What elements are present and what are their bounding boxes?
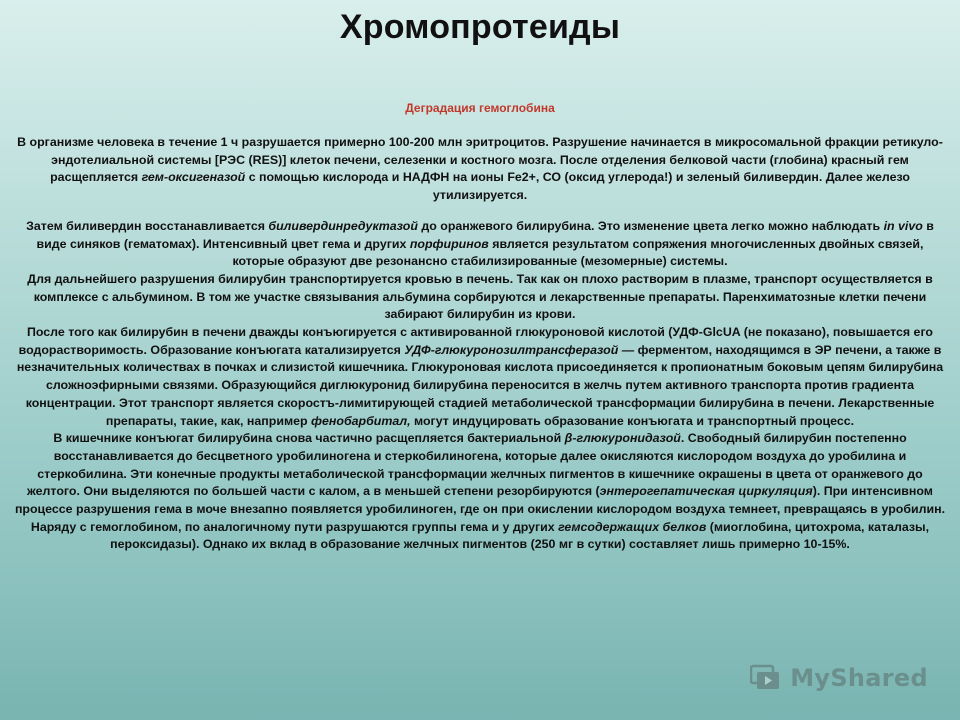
body-paragraph: [14, 430, 946, 519]
italic-term: in vivo: [883, 218, 923, 233]
body-paragraph: [14, 134, 946, 205]
paragraph-text: Наряду с гемоглобином, по аналогичному пути разрушаются группы гема и у других: [30, 519, 559, 534]
paragraph-text: является результатом сопряжения многочисленных двойных связей, которые образуют две резонансно стабилизированные (мезомерные) системы.: [232, 236, 924, 269]
body-text: [14, 134, 946, 554]
paragraph-text: В кишечнике конъюгат билирубина снова частично расщепляется бактериальной: [53, 431, 565, 446]
watermark: [750, 664, 928, 692]
italic-term: гемсодержащих белков: [558, 519, 707, 534]
body-paragraph: [14, 519, 946, 554]
paragraph-text: В организме человека в течение 1 ч разрушается примерно 100-200 млн эритроцитов. Разрушение начинается в микросомальной фракции ретикуло-эндотелиальной системы [РЭС (RES)] клеток печени, селезенки и костного мозга. После отделения белковой части (глобина) красный гем расщепляется: [17, 135, 943, 185]
paragraph-text: в виде синяков (гематомах). Интенсивный цвет гема и других: [36, 218, 934, 251]
body-paragraph: [14, 218, 946, 271]
paragraph-text: Затем биливердин восстанавливается: [26, 218, 269, 233]
italic-term: порфиринов: [409, 236, 489, 251]
italic-term: фенобарбитал,: [311, 413, 411, 428]
paragraph-text: — ферментом, находящимся в ЭР печени, а также в незначительных количествах в почках и слизистой кишечника. Глюкуроновая кислота присоединяется к пропионатным боковым цепям билирубина сложноэфирными связями. Образующийся диглюкуронид билирубина переносится в желчь путем активного транспорта против градиента концентрации. Этот транспорт является скоростъ-лимитирующей стадией метаболической трансформации билирубина в печени. Лекарственные препараты, такие, как, например: [16, 342, 944, 428]
myshared-logo-icon: [750, 664, 784, 692]
paragraph-text: Для дальнейшего разрушения билирубин транспортируется кровью в печень. Так как он плохо растворим в плазме, транспорт осуществляется в комплексе с альбумином. В том же участке связывания альбумина сорбируются и лекарственные препараты. Паренхиматозные клетки печени забирают билирубин из крови.: [27, 271, 933, 322]
body-paragraph: [14, 271, 946, 324]
paragraph-text: После того как билирубин в печени дважды конъюгируется с активированной глюкуроновой кислотой (УДФ-GlcUA (не показано), повышается его водорастворимость. Образование конъюгата катализируется: [18, 325, 934, 357]
paragraph-text: с помощью кислорода и НАДФН на ионы Fe2+, СО (оксид углерода!) и зеленый биливердин. Далее железо утилизируется.: [245, 170, 910, 203]
watermark-text: MyShared: [790, 664, 928, 692]
slide-title: Хромопротеиды: [339, 8, 621, 46]
body-paragraph: [14, 324, 946, 430]
italic-term: УДФ-глюкуронозилтрансферазой: [404, 342, 619, 357]
paragraph-text: могут индуцировать образование конъюгата и транспортный процесс.: [410, 413, 855, 428]
paragraph-text: ). При интенсивном процессе разрушения гема в моче внезапно появляется уробилиноген, где он при окислении кислородом воздуха темнеет, превращаясь в уробилин.: [14, 484, 946, 517]
italic-term: β-глюкуронидазой: [564, 431, 681, 446]
paragraph-text: (миоглобина, цитохрома, каталазы, пероксидазы). Однако их вклад в образование желчных пигментов (250 мг в сутки) составляет лишь примерно 10-15%.: [110, 519, 930, 552]
paragraph-text: . Свободный билирубин постепенно восстанавливается до бесцветного уробилиногена и стеркобилиногена, которые далее окисляются кислородом воздуха до уробилина и стеркобилина. Эти конечные продукты метаболической трансформации желчных пигментов в кишечнике окрашены в цвета от оранжевого до желтого. Они выделяются по большей части с калом, а в меньшей степени резорбируются (: [27, 431, 923, 499]
italic-term: биливердинредуктазой: [268, 218, 418, 233]
section-subtitle: Деградация гемоглобина: [405, 101, 555, 115]
paragraph-text: до оранжевого билирубина. Это изменение цвета легко можно наблюдать: [417, 218, 884, 233]
italic-term: энтерогепатическая циркуляция: [599, 484, 813, 499]
italic-term: гем-оксигеназой: [141, 170, 246, 185]
